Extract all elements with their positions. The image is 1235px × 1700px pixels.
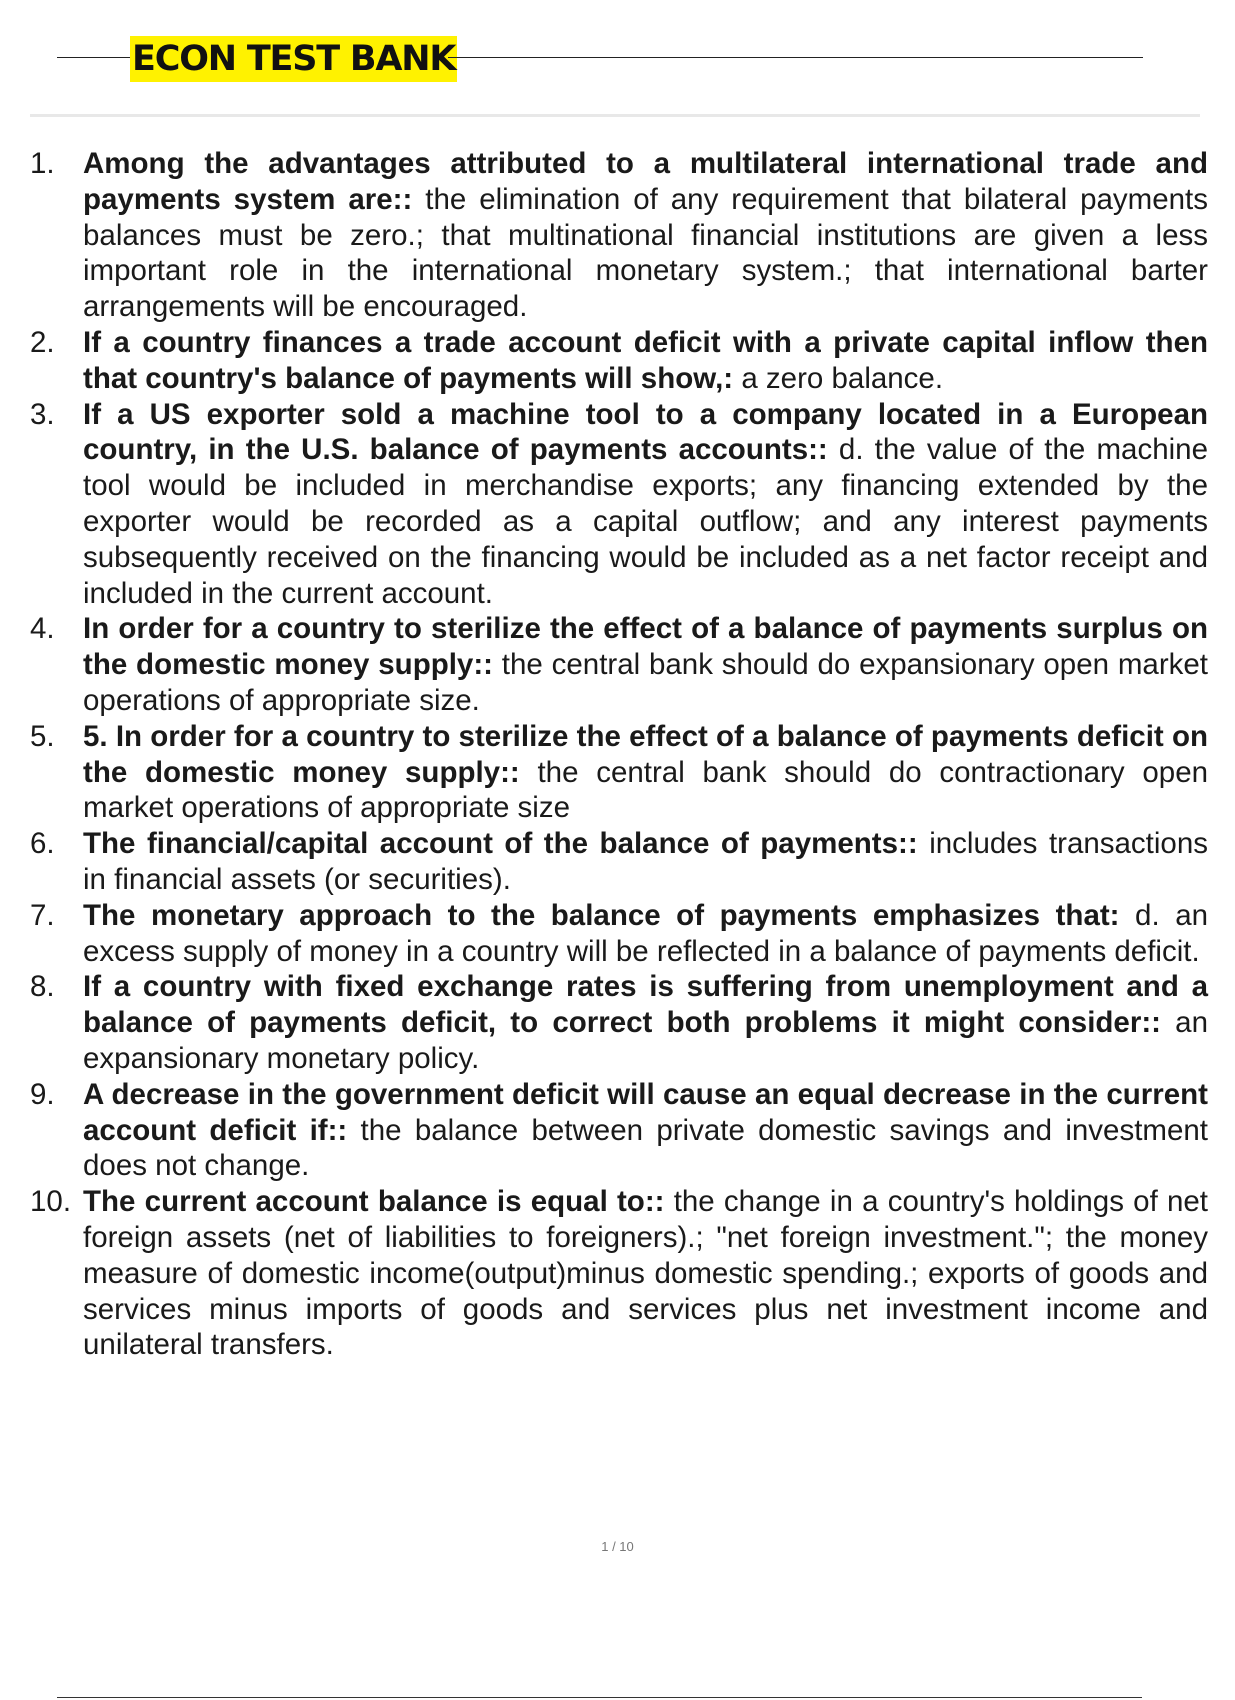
answer-text: d. the value of the machine tool would be included in merchandise exports; any financing extended by the exporter would be recorded as a capital outflow; and any interest payments subsequently received on the financing would be included as a net factor receipt and included in the current account. <box>83 433 1208 610</box>
question-number: 2. <box>30 325 55 359</box>
answer-text: a zero balance. <box>733 361 944 395</box>
question-text: The financial/capital account of the balance of payments:: <box>83 827 918 861</box>
answer-text: the change in a country's holdings of net foreign assets (net of liabilities to foreigners).; "net foreign investment."; the money measure of domestic income(output)minus domestic spending.; exports of goods and services minus imports of goods and services plus net investment income and unilateral transfers. <box>83 1185 1208 1362</box>
footer-rule <box>57 1697 1142 1698</box>
answer-text: an expansionary monetary policy. <box>83 1006 1208 1075</box>
question-item <box>30 325 1208 397</box>
answer-text: the central bank should do contractionary open market operations of appropriate size <box>83 755 1209 825</box>
question-item <box>30 969 1208 1076</box>
question-number: 3. <box>30 397 55 431</box>
question-text: The monetary approach to the balance of payments emphasizes that: <box>83 898 1120 932</box>
question-number: 4. <box>30 612 55 646</box>
page-number: 1 / 10 <box>601 1539 634 1554</box>
question-item <box>30 826 1208 898</box>
question-text: If a country finances a trade account deficit with a private capital inflow then that country's balance of payments will show,: <box>83 325 1208 395</box>
answer-text: includes transactions in financial assets (or securities). <box>83 827 1208 896</box>
question-item <box>30 1184 1208 1363</box>
question-text: If a country with fixed exchange rates is suffering from unemployment and a balance of payments deficit, to correct both problems it might consider:: <box>83 970 1208 1040</box>
question-item <box>30 1077 1208 1184</box>
answer-text: d. an excess supply of money in a country will be reflected in a balance of payments deficit. <box>83 898 1209 968</box>
top-divider <box>30 114 1200 117</box>
question-text: The current account balance is equal to:: <box>83 1185 665 1219</box>
question-text: 5. In order for a country to sterilize the effect of a balance of payments deficit on the domestic money supply:: <box>83 719 1208 789</box>
question-number: 7. <box>30 898 55 932</box>
question-item <box>30 719 1208 826</box>
question-text: If a US exporter sold a machine tool to a company located in a European country, in the U.S. balance of payments accounts:: <box>83 397 1208 467</box>
question-text: A decrease in the government deficit will cause an equal decrease in the current account deficit if:: <box>83 1077 1208 1147</box>
question-item <box>30 611 1208 718</box>
answer-text: the balance between private domestic savings and investment does not change. <box>83 1113 1208 1183</box>
question-list <box>30 146 1208 1363</box>
question-number: 10. <box>30 1185 72 1219</box>
question-item <box>30 146 1208 325</box>
question-number: 6. <box>30 827 55 861</box>
page-title: ECON TEST BANK <box>130 36 457 82</box>
answer-text: the elimination of any requirement that bilateral payments balances must be zero.; that multinational financial institutions are given a less important role in the international monetary system.; that international barter arrangements will be encouraged. <box>83 182 1208 324</box>
header-rule-right <box>448 57 1143 58</box>
question-text: In order for a country to sterilize the effect of a balance of payments surplus on the domestic money supply:: <box>83 612 1208 682</box>
question-item <box>30 397 1208 612</box>
answer-text: the central bank should do expansionary open market operations of appropriate size. <box>83 648 1208 717</box>
question-number: 5. <box>30 719 55 753</box>
question-number: 8. <box>30 970 55 1004</box>
header-rule-left <box>57 57 132 58</box>
question-item <box>30 898 1208 970</box>
question-number: 1. <box>30 147 55 180</box>
question-number: 9. <box>30 1077 55 1111</box>
question-text: Among the advantages attributed to a multilateral international trade and payments system are:: <box>83 147 1208 216</box>
